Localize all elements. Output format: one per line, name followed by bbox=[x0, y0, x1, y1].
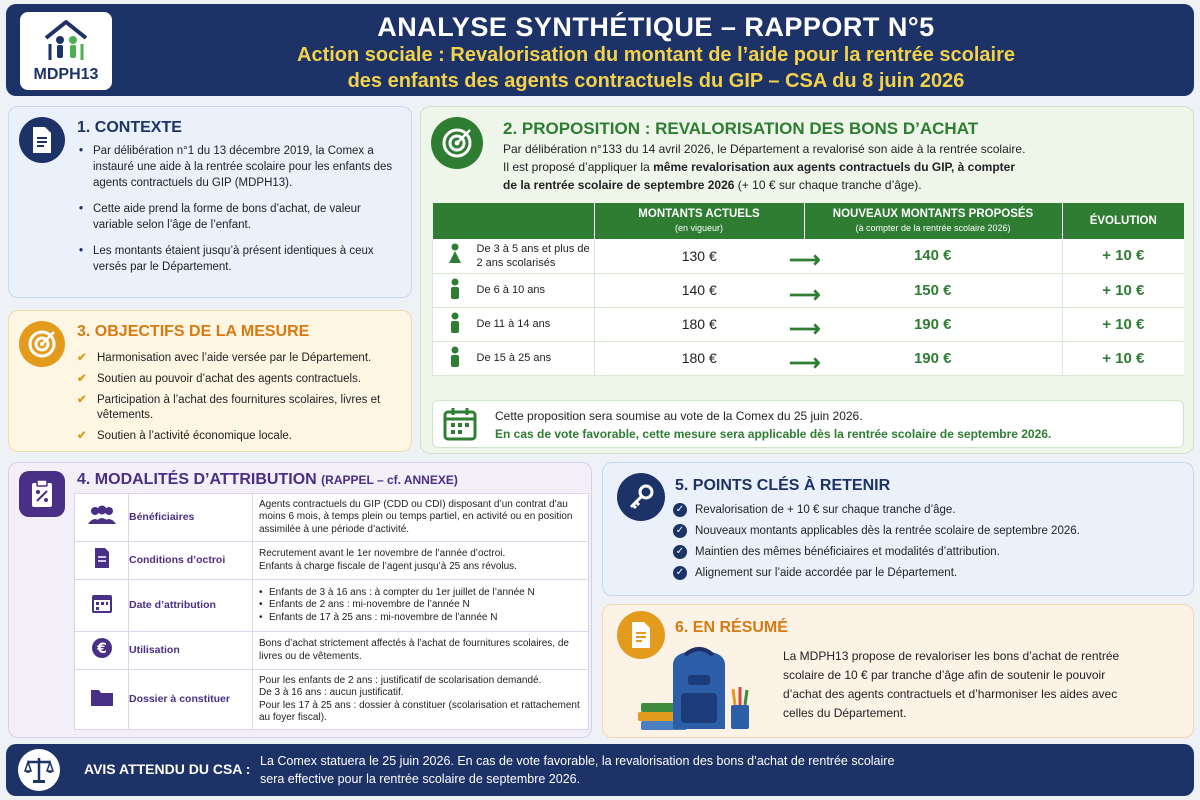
objectifs-list bbox=[77, 351, 399, 450]
footer-text-line2: sera effective pour la rentrée scolaire de septembre 2026. bbox=[260, 772, 581, 786]
people-icon bbox=[75, 494, 129, 542]
page-title: ANALYSE SYNTHÉTIQUE – RAPPORT N°5 bbox=[377, 12, 935, 42]
evo-header: ÉVOLUTION bbox=[1062, 203, 1184, 239]
contexte-panel bbox=[8, 106, 412, 298]
new-cell bbox=[788, 307, 1062, 341]
backpack-books-icon bbox=[633, 645, 763, 735]
table-row bbox=[75, 632, 589, 670]
svg-text:€: € bbox=[96, 641, 107, 658]
list-item: ✓ Alignement sur l’aide accordée par le Département. bbox=[673, 566, 1183, 580]
points-cles-title: 5. POINTS CLÉS À RETENIR bbox=[675, 477, 891, 494]
key-icon bbox=[617, 473, 665, 521]
document-icon bbox=[19, 117, 65, 163]
scales-icon bbox=[18, 749, 60, 791]
list-item: • Enfants de 17 à 25 ans : mi-novembre de l’année N bbox=[259, 612, 582, 625]
clipboard-percent-icon bbox=[19, 471, 65, 517]
dossier-value-line3: Pour les 17 à 25 ans : dossier à constituer (scolarisation et rattachement au foyer fiscal). bbox=[259, 699, 580, 723]
proposition-line2-b: même revalorisation aux agents contractuels du GIP, à compter bbox=[653, 160, 1015, 174]
beneficiaires-label: Bénéficiaires bbox=[129, 494, 253, 542]
proposition-line2-a: Il est proposé d’appliquer la bbox=[503, 160, 654, 174]
points-cles-panel bbox=[602, 462, 1194, 596]
list-item: ✔ Harmonisation avec l’aide versée par le Département. bbox=[77, 351, 399, 366]
utilisation-label: Utilisation bbox=[129, 632, 253, 670]
modalites-table bbox=[74, 493, 589, 730]
new-value: 140 € bbox=[913, 247, 952, 265]
modalites-title-suffix: (RAPPEL – cf. ANNEXE) bbox=[321, 473, 458, 487]
date-label: Date d’attribution bbox=[129, 580, 253, 632]
conditions-value-line2: Enfants à charge fiscale de l’agent jusqu’à 25 ans révolus. bbox=[259, 560, 517, 572]
contexte-list bbox=[77, 143, 399, 285]
conditions-value bbox=[253, 542, 589, 580]
table-row bbox=[433, 273, 1185, 307]
evo-cell: + 10 € bbox=[1062, 307, 1184, 341]
utilisation-value: Bons d’achat strictement affectés à l’achat de fournitures scolaires, de livres ou de vêtements. bbox=[253, 632, 589, 670]
new-cell bbox=[788, 273, 1062, 307]
resume-panel bbox=[602, 604, 1194, 738]
dossier-value-line1: Pour les enfants de 2 ans : justificatif de scolarisation demandé. bbox=[259, 674, 542, 686]
child-icon bbox=[433, 341, 477, 375]
table-row bbox=[75, 580, 589, 632]
logo-text: MDPH13 bbox=[33, 66, 99, 83]
current-header bbox=[594, 203, 804, 239]
mdph13-logo bbox=[20, 12, 112, 90]
document-list-icon bbox=[75, 542, 129, 580]
resume-title: 6. EN RÉSUMÉ bbox=[675, 619, 788, 636]
arrow-right-icon: ⟶ bbox=[788, 315, 821, 341]
list-item: • Enfants de 3 à 16 ans : à compter du 1er juillet de l’année N bbox=[259, 587, 582, 600]
list-item: • Enfants de 2 ans : mi-novembre de l’année N bbox=[259, 599, 582, 612]
dossier-value bbox=[253, 670, 589, 730]
proposition-line3-a: de la rentrée scolaire de septembre 2026 bbox=[503, 178, 735, 192]
child-icon bbox=[433, 273, 477, 307]
list-item: ✔ Soutien à l’activité économique locale. bbox=[77, 429, 399, 444]
objectifs-title: 3. OBJECTIFS DE LA MESURE bbox=[77, 323, 310, 340]
target-icon bbox=[19, 321, 65, 367]
table-row bbox=[75, 670, 589, 730]
modalites-title bbox=[77, 471, 458, 489]
header-banner bbox=[6, 4, 1194, 96]
new-cell bbox=[788, 341, 1062, 375]
proposition-line2 bbox=[503, 159, 1183, 175]
proposition-line1: Par délibération n°133 du 14 avril 2026, le Département a revalorisé son aide à la rentrée scolaire. bbox=[503, 142, 1026, 156]
arrow-right-icon: ⟶ bbox=[788, 281, 821, 307]
target-arrow-icon bbox=[431, 117, 483, 169]
age-cell: De 15 à 25 ans bbox=[477, 341, 595, 375]
age-cell: De 6 à 10 ans bbox=[477, 273, 595, 307]
current-cell bbox=[594, 239, 804, 273]
evo-cell: + 10 € bbox=[1062, 273, 1184, 307]
list-item: ✓ Maintien des mêmes bénéficiaires et modalités d’attribution. bbox=[673, 545, 1183, 559]
new-header-label: NOUVEAUX MONTANTS PROPOSÉS bbox=[832, 208, 1034, 220]
current-cell: 180 € bbox=[594, 307, 804, 341]
age-cell: De 3 à 5 ans et plus de 2 ans scolarisés bbox=[477, 239, 595, 273]
resume-text: La MDPH13 propose de revaloriser les bons d’achat de rentrée scolaire de 10 € par tranche d’âge afin de soutenir le pouvoir d’achat des agents contractuels et d’harmoniser les aides avec celles du Département. bbox=[783, 649, 1120, 720]
page-subtitle-line1: Action sociale : Revalorisation du montant de l’aide pour la rentrée scolaire bbox=[297, 44, 1015, 66]
new-header bbox=[804, 203, 1062, 239]
list-item: ✓ Revalorisation de + 10 € sur chaque tranche d’âge. bbox=[673, 503, 1183, 517]
conditions-value-line1: Recrutement avant le 1er novembre de l’année d’octroi. bbox=[259, 548, 506, 559]
new-header-sub: (à compter de la rentrée scolaire 2026) bbox=[855, 223, 1011, 233]
objectifs-panel bbox=[8, 310, 412, 452]
vote-line1: Cette proposition sera soumise au vote de la Comex du 25 juin 2026. bbox=[495, 409, 863, 423]
proposition-line3-b: (+ 10 € sur chaque tranche d’âge). bbox=[734, 178, 922, 192]
current-cell: 140 € bbox=[594, 273, 804, 307]
date-value bbox=[253, 580, 589, 632]
page-subtitle-line2: des enfants des agents contractuels du GIP – CSA du 8 juin 2026 bbox=[347, 70, 965, 92]
points-cles-list bbox=[673, 503, 1183, 587]
table-row bbox=[75, 494, 589, 542]
amounts-table bbox=[432, 203, 1184, 376]
list-item: • Cette aide prend la forme de bons d’achat, de valeur variable selon l’âge de l’enfant. bbox=[77, 201, 399, 233]
footer-label: AVIS ATTENDU DU CSA : bbox=[84, 761, 251, 777]
current-header-label: MONTANTS ACTUELS bbox=[638, 208, 760, 220]
child-icon bbox=[433, 239, 477, 273]
child-icon bbox=[433, 307, 477, 341]
dossier-value-line2: De 3 à 16 ans : aucun justificatif. bbox=[259, 687, 404, 698]
new-value: 150 € bbox=[913, 281, 952, 299]
list-item: ✔ Participation à l’achat des fournitures scolaires, livres et vêtements. bbox=[77, 393, 399, 423]
arrow-right-icon: ⟶ bbox=[788, 247, 821, 273]
conditions-label: Conditions d’octroi bbox=[129, 542, 253, 580]
calendar-icon bbox=[75, 580, 129, 632]
evo-cell: + 10 € bbox=[1062, 239, 1184, 273]
vote-line2: En cas de vote favorable, cette mesure sera applicable dès la rentrée scolaire de septembre 2026. bbox=[495, 427, 1052, 441]
dossier-label: Dossier à constituer bbox=[129, 670, 253, 730]
current-value: 130 € bbox=[681, 247, 717, 264]
current-header-sub: (en vigueur) bbox=[674, 223, 724, 233]
age-header bbox=[433, 203, 595, 239]
footer-banner bbox=[6, 744, 1194, 796]
house-family-icon bbox=[42, 18, 90, 64]
vote-box bbox=[432, 400, 1184, 448]
contexte-title: 1. CONTEXTE bbox=[77, 119, 182, 136]
modalites-title-main: 4. MODALITÉS D’ATTRIBUTION bbox=[77, 471, 317, 488]
list-item: • Les montants étaient jusqu’à présent identiques à ceux versés par le Département. bbox=[77, 243, 399, 275]
table-row bbox=[433, 341, 1185, 375]
arrow-right-icon: ⟶ bbox=[788, 349, 821, 375]
folder-icon bbox=[75, 670, 129, 730]
list-item: ✓ Nouveaux montants applicables dès la rentrée scolaire de septembre 2026. bbox=[673, 524, 1183, 538]
list-item: ✔ Soutien au pouvoir d’achat des agents contractuels. bbox=[77, 372, 399, 387]
euro-icon bbox=[75, 632, 129, 670]
new-cell bbox=[788, 239, 1062, 273]
current-cell: 180 € bbox=[594, 341, 804, 375]
new-value: 190 € bbox=[913, 349, 952, 367]
proposition-line3 bbox=[503, 177, 1183, 193]
table-row bbox=[433, 239, 1185, 273]
table-row bbox=[75, 542, 589, 580]
table-row bbox=[433, 307, 1185, 341]
footer-text-line1: La Comex statuera le 25 juin 2026. En cas de vote favorable, la revalorisation des bons d’achat de rentrée scolaire bbox=[260, 754, 895, 768]
proposition-title: 2. PROPOSITION : REVALORISATION DES BONS D’ACHAT bbox=[503, 119, 979, 138]
beneficiaires-value: Agents contractuels du GIP (CDD ou CDI) disposant d’un contrat d’au moins 6 mois, à temps plein ou temps partiel, en activité ou en position assimilée à une période d’activité. bbox=[253, 494, 589, 542]
age-cell: De 11 à 14 ans bbox=[477, 307, 595, 341]
list-item: • Par délibération n°1 du 13 décembre 2019, la Comex a instauré une aide à la rentrée scolaire pour les enfants des agents contractuels du GIP (MDPH13). bbox=[77, 143, 399, 191]
calendar-icon bbox=[443, 407, 477, 441]
evo-cell: + 10 € bbox=[1062, 341, 1184, 375]
footer-text bbox=[260, 752, 894, 788]
table-header-row bbox=[433, 203, 1185, 239]
new-value: 190 € bbox=[913, 315, 952, 333]
